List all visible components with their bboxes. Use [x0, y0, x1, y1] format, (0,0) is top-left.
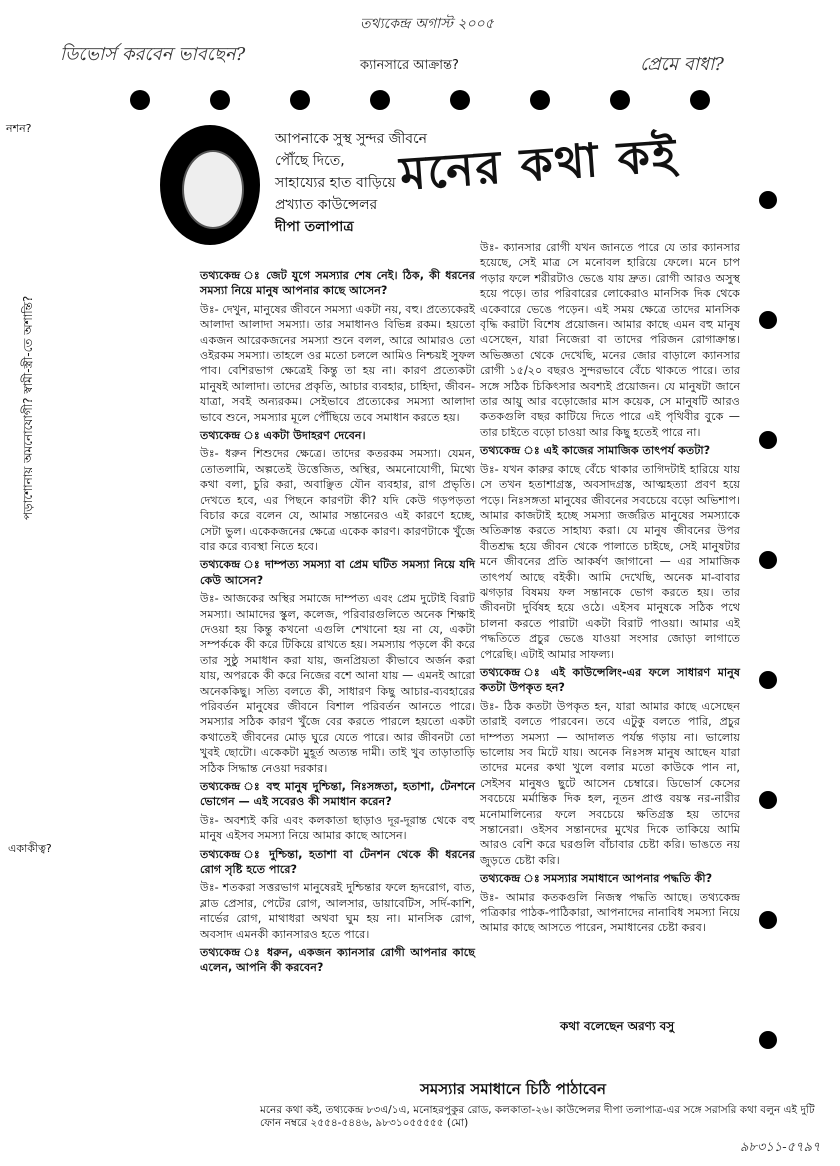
interviewer-credit: কথা বলেছেন অরণ্য বসু [560, 1019, 675, 1033]
decor-loops-top [100, 75, 740, 115]
intro-line-2: সাহায্যের হাত বাড়িয়ে [275, 175, 396, 191]
right-column [480, 240, 740, 939]
question: তথ্যকেন্দ্র ঃ ধরুন, একজন ক্যানসার রোগী আপনার কাছে এলেন, আপনি কী করবেন? [200, 946, 475, 975]
answer: উঃ- অবশ্যই করি এবং কলকাতা ছাড়াও দূর-দূরান্ত থেকে বহু মানুষ এইসব সমস্যা নিয়ে আমার কাছে আসেন। [200, 813, 475, 843]
question: তথ্যকেন্দ্র ঃ সমস্যার সমাধানে আপনার পদ্ধতি কী? [480, 872, 713, 886]
question: তথ্যকেন্দ্র ঃ জেট যুগে সমস্যার শেষ নেই। ঠিক, কী ধরনের সমস্যা নিয়ে মানুষ আপনার কাছে আসেন? [200, 269, 475, 298]
counselor-name: দীপা তলাপাত্র [275, 219, 354, 235]
answer: উঃ- আমার কতকগুলি নিজস্ব পদ্ধতি আছে। তথ্যকেন্দ্র পত্রিকার পাঠক-পাঠিকারা, আপনাদের নানাবিধ সমস্যা নিয়ে আমার কাছে আসতে পারেন, সমাধানের চেষ্টা করব। [480, 890, 740, 935]
decor-loops-right [748, 160, 788, 1060]
side-note-vertical: পড়াশোনায় অমনোযোগী? স্বামী-স্ত্রী-তে অশান্তি? [21, 295, 35, 520]
handwritten-divorce-note: ডিভোর্স করবেন ভাবছেন? [60, 44, 246, 65]
side-note-top: নশন? [6, 122, 32, 135]
answer: উঃ- শতকরা সত্তরভাগ মানুষেরই দুশ্চিন্তার ফলে হৃদরোগ, বাত, ব্লাড প্রেসার, পেটের রোগ, আলসার, ডায়াবেটিস, সর্দি-কাশি, নার্ভের রোগ, মাথাধরা অথবা ঘুম হয় না। মানসিক রোগ, অবসাদ এমনকী ক্যানসারও হতে পারে। [200, 881, 475, 941]
answer: উঃ- ধরুন শিশুদের ক্ষেত্রে। তাদের কতরকম সমস্যা। যেমন, তোতলামি, অল্পতেই উত্তেজিত, অস্থির, অমনোযোগী, মিথ্যে কথা বলা, চুরি করা, অবাঞ্ছিত যৌন ব্যবহার, রাগ প্রভৃতি। দেখতে হবে, এর পিছনে কারণটা কী? যদি কেউ গড়পড়তা বিচার করে বলেন যে, আমার সন্তানেরও এই কারণে হচ্ছে, সেটা ভুল। একেকজনের ক্ষেত্রে একেক কারণ। কারণটাকে খুঁজে বার করে ব্যবস্থা নিতে হবে। [200, 447, 475, 553]
answer: উঃ- যখন কারুর কাছে বেঁচে থাকার তাগিদটাই হারিয়ে যায় সে তখন হতাশাগ্রস্ত, অবসাদগ্রস্ত, আত্মহত্যা প্রবণ হয়ে পড়ে। নিঃসঙ্গতা মানুষের জীবনের সবচেয়ে বড়ো অভিশাপ। আমার কাজটাই হচ্ছে সমস্যা জর্জরিত মানুষের সমস্যাকে অতিক্রান্ত করতে সাহায্য করা। যে মানুষ জীবনের উপর বীতশ্রদ্ধ হয়ে জীবন থেকে পালাতে চাইছে, সেই মানুষটার মনে জীবনের প্রতি আকর্ষণ জাগানো — এর সামাজিক তাৎপর্য আছে বইকী। আমি দেখেছি, অনেক মা-বাবার ঝগড়ার বিষময় ফল সন্তানকে ভোগ করতে হয়। তার জীবনটা দুর্বিষহ হয়ে ওঠে। এইসব মানুষকে সঠিক পথে চালনা করতে পারাটা একটা বিরাট পাওয়া। আমার এই পদ্ধতিতে প্রচুর ভেঙে যাওয়া সংসার জোড়া লাগাতে পেরেছি। এটাই আমার সাফল্য। [480, 462, 740, 661]
intro-line-3: প্রখ্যাত কাউন্সেলর [275, 197, 378, 213]
side-note-loneliness: একাকীত্ব? [8, 842, 52, 855]
handwritten-date-note: তথ্যকেন্দ্র অগাস্ট ২০০৫ [360, 16, 494, 32]
question: তথ্যকেন্দ্র ঃ একটা উদাহরণ দেবেন। [200, 429, 366, 443]
question: তথ্যকেন্দ্র ঃ দুশ্চিন্তা, হতাশা বা টেনশন থেকে কী ধরনের রোগ সৃষ্টি হতে পারে? [200, 847, 475, 877]
footer-address: মনের কথা কই, তথ্যকেন্দ্র ৮৩এ/১এ, মনোহরপুকুর রোড, কলকাতা-২৬। কাউন্সেলর দীপা তলাপাত্র-এর সঙ্গে সরাসরি কথা বলুন এই দুটি ফোন নম্বরে ২৫৫৪-৫৪৪৬, ৯৮৩১০৫৫৫৫৫ (মো) [260, 1104, 815, 1129]
counselor-face [182, 150, 244, 229]
answer: উঃ- আজকের অস্থির সমাজে দাম্পত্য এবং প্রেম দুটোই বিরাট সমস্যা। আমাদের স্কুল, কলেজ, পরিবারগুলিতে অনেক শিক্ষাই দেওয়া হয় কিন্তু কখনো এগুলি শেখানো হয় না যে, একটা সম্পর্ককে কী করে টিকিয়ে রাখতে হয়। সমস্যায় পড়লে কী করে তার সুষ্ঠু সমাধান করা যায়, জনপ্রিয়তা কীভাবে অর্জন করা যায়, অপরকে কী করে নিজের বশে আনা যায় — এমনই আরো অনেককিছু। সত্যি বলতে কী, সাধারণ কিছু আচার-ব্যবহারের পরিবর্তন মানুষের জীবনে বিশাল পরিবর্তন আনতে পারে। সমস্যার সঠিক কারণ খুঁজে বের করতে পারলে হয়তো একটা কথাতেই জীবনের মোড় ঘুরে যেতে পারে। আর জীবনটা তো খুবই ছোটো। একেকটা মুহূর্ত অত্যন্ত দামী। তাই খুব তাড়াতাড়ি সঠিক সিদ্ধান্ত নেওয়া দরকার। [200, 592, 475, 775]
cancer-banner: ক্যানসারে আক্রান্ত? [360, 58, 459, 73]
question: তথ্যকেন্দ্র ঃ দাম্পত্য সমস্যা বা প্রেম ঘটিত সমস্যা নিয়ে যদি কেউ আসেন? [200, 558, 475, 587]
question: তথ্যকেন্দ্র ঃ বহু মানুষ দুশ্চিন্তা, নিঃসঙ্গতা, হতাশা, টেনশনে ভোগেন — এই সবেরও কী সমাধান করেন? [200, 780, 475, 809]
answer: উঃ- ক্যানসার রোগী যখন জানতে পারে যে তার ক্যানসার হয়েছে, সেই মাত্র সে মনোবল হারিয়ে ফেলে। মনে চাপ পড়ার ফলে শরীরটাও ভেঙে যায় দ্রুত। রোগী আরও অসুস্থ হয়ে পড়ে। তার পরিবারের লোকেরাও মানসিক দিক থেকে একেবারে ভেঙে পড়েন। এই সময় ক্ষেত্রে তাদের মানসিক বৃদ্ধি করাটা বিশেষ প্রয়োজন। আমার কাছে এমন বহু মানুষ এসেছেন, যারা নিজেরা বা তাদের পরিজন রোগাক্রান্ত। অভিজ্ঞতা থেকে দেখেছি, মনের জোর বাড়ালে ক্যানসার রোগী ১৫/২০ বছরও সুন্দরভাবে বেঁচে থাকতে পারে। তার সঙ্গে সঠিক চিকিৎসার অবশ্যই প্রয়োজন। যে মানুষটা জানে তার আয়ু আর বড়োজোর মাস কয়েক, সে মানুষটি আরও কতকগুলি বছর কাটিয়ে দিতে পারে এই পৃথিবীর বুকে — তার চাইতে বড়ো চাওয়া আর কিছু হতেই পারে না। [480, 241, 740, 439]
question: তথ্যকেন্দ্র ঃ এই কাউন্সেলিং-এর ফলে সাধারণ মানুষ কতটা উপকৃত হন? [480, 665, 740, 695]
answer: উঃ- ঠিক কতটা উপকৃত হন, যারা আমার কাছে এসেছেন তারাই বলতে পারবেন। তবে এটুকু বলতে পারি, প্রচুর দাম্পত্য সমস্যা — আদালত পর্যন্ত গড়ায় না। ভালোয় ভালোয় সব মিটে যায়। অনেক নিঃসঙ্গ মানুষ আছেন যারা তাদের মনের কথা খুলে বলার মতো কাউকে পান না, সেইসব মানুষও ছুটে আসেন চেম্বারে। ডিভোর্স কেসের সবচেয়ে মর্মান্তিক দিক হল, নূতন প্রাপ্ত বয়স্ক নর-নারীর মনোমালিন্যের ফলে সবচেয়ে ক্ষতিগ্রস্ত হয় তাদের সন্তানেরা। ওইসব সন্তানদের মুখের দিকে তাকিয়ে আমি আরও বেশি করে ঘরগুলি বাঁচাবার চেষ্টা করি। ভাঙতে নয় জুড়তে চেষ্টা করি। [480, 699, 740, 867]
column-title: মনের কথা কই [398, 127, 680, 201]
handwritten-phone: ৯৮৩১১-৫৭৯৭ [740, 1140, 821, 1155]
question: তথ্যকেন্দ্র ঃ এই কাজের সামাজিক তাৎপর্য কতটা? [480, 444, 711, 458]
intro-line-1: আপনাকে সুস্থ সুন্দর জীবনে পৌঁছে দিতে, [275, 131, 428, 169]
answer: উঃ- দেখুন, মানুষের জীবনে সমস্যা একটা নয়, বহু। প্রত্যেকেরই আলাদা আলাদা সমস্যা। তার সমাধানও বিভিন্ন রকম। হয়তো একজন আরেকজনের সমস্যা শুনে বলল, আরে আমারও তো ওইরকম সমস্যা। তাহলে ওর মতো চললে আমিও নিশ্চয়ই সুফল পাব। বেশিরভাগ ক্ষেত্রেই কিন্তু তা হয় না। কারণ প্রত্যেকটা মানুষই আলাদা। তাদের প্রকৃতি, আচার ব্যবহার, চাহিদা, জীবন-যাত্রা, সবই অন্যরকম। সেইভাবে প্রত্যেকের সমস্যা আলাদা ভাবে শুনে, সমস্যার মূলে পৌঁছিয়ে তবে সমাধান করতে হয়। [200, 302, 475, 424]
left-column [200, 265, 475, 979]
footer-heading: সমস্যার সমাধানে চিঠি পাঠাবেন [420, 1080, 607, 1098]
handwritten-love-note: প্রেমে বাধা? [640, 54, 724, 75]
